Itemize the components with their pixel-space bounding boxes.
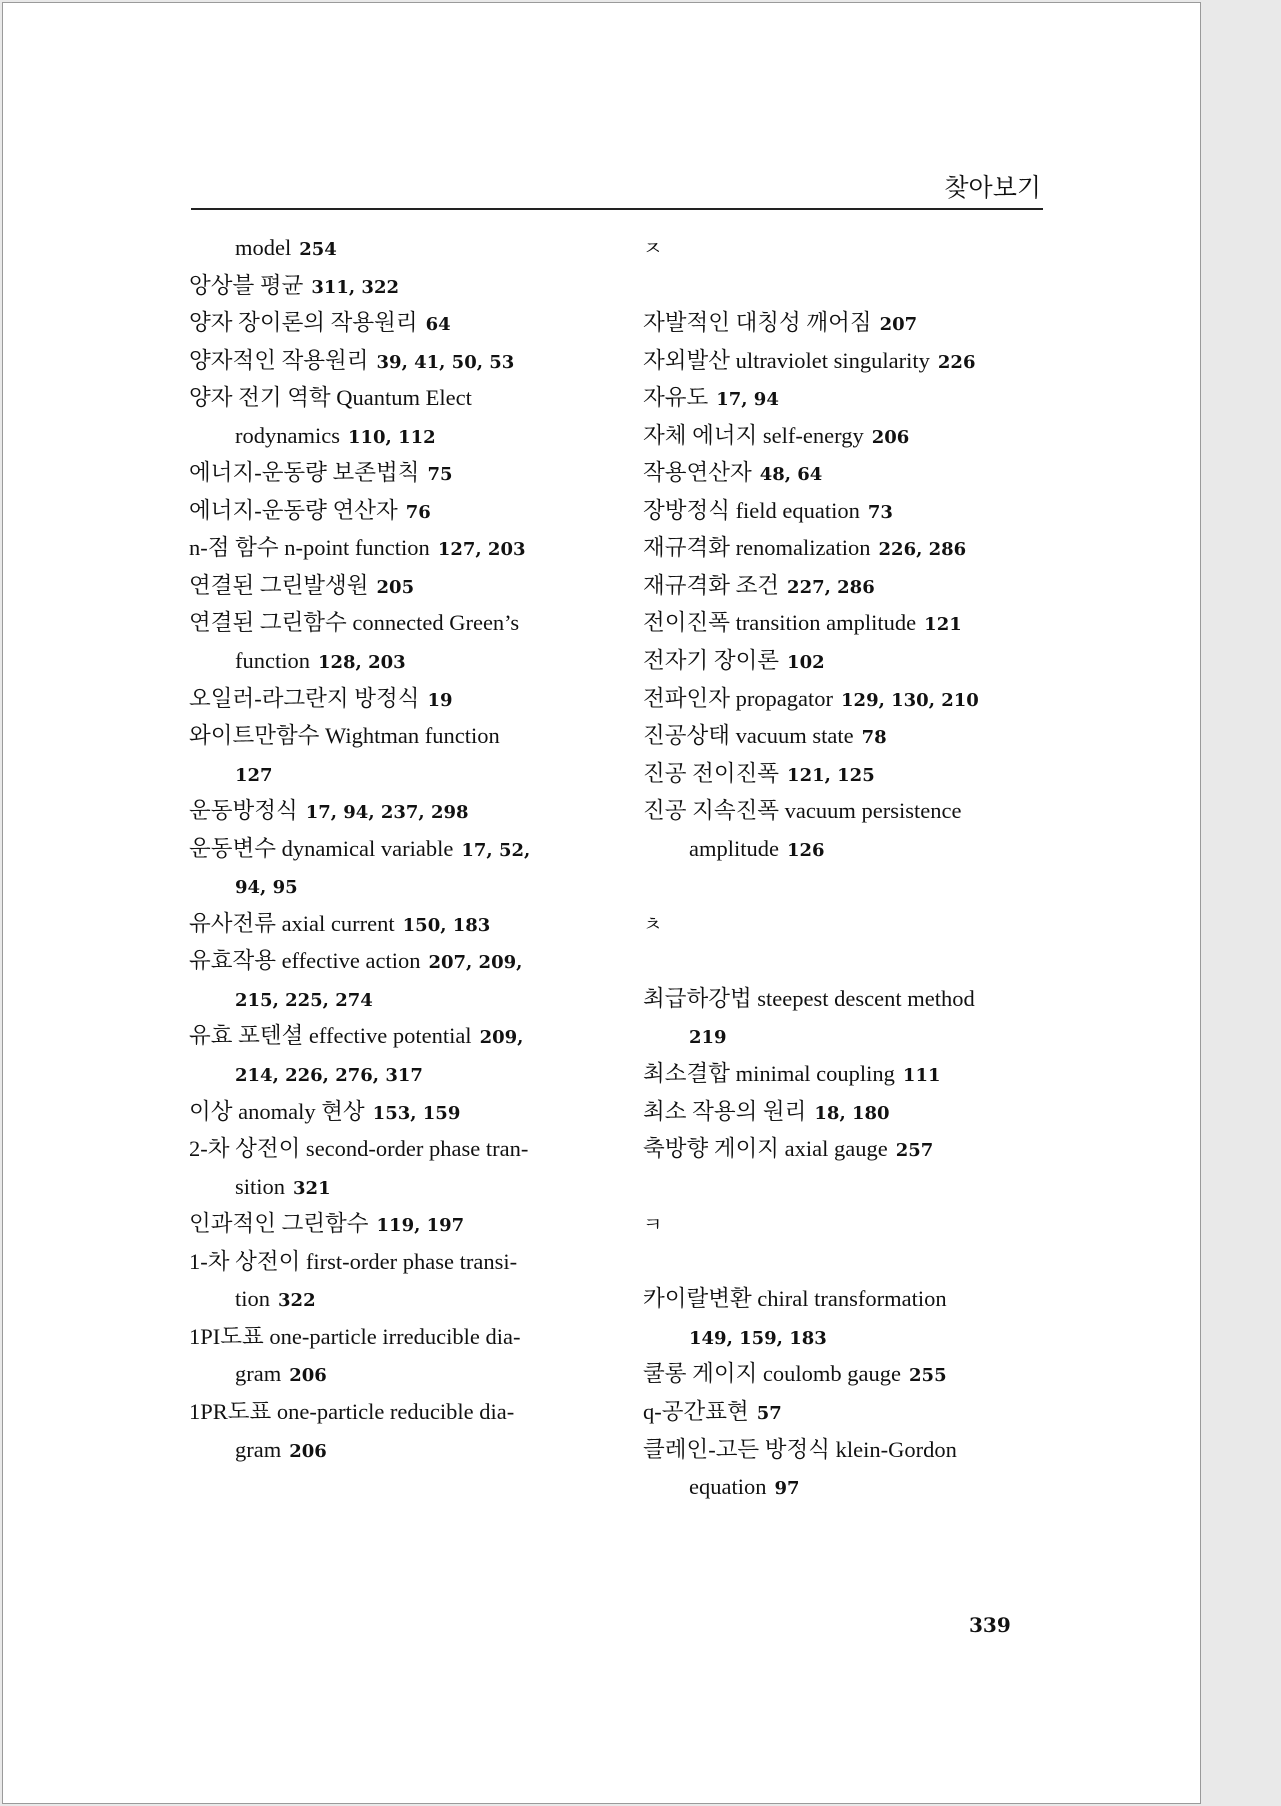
index-page-refs: 207 xyxy=(879,314,918,336)
index-entry xyxy=(643,942,1063,980)
running-header xyxy=(191,166,1043,210)
index-term: 전파인자 propagator xyxy=(643,685,834,711)
index-term: n-점 함수 n-point function xyxy=(189,535,430,561)
index-page-refs: 255 xyxy=(909,1365,947,1387)
index-entry xyxy=(189,1280,609,1318)
index-entry xyxy=(189,755,609,793)
index-entry xyxy=(643,867,1063,905)
index-term: amplitude xyxy=(689,835,779,861)
section-letter: ㅋ xyxy=(643,1212,663,1237)
index-page-refs: 209, xyxy=(479,1027,524,1049)
index-term: model xyxy=(235,235,292,260)
index-entry xyxy=(643,342,1063,380)
index-term: 1PI도표 one-particle irreducible dia- xyxy=(189,1323,521,1349)
index-page-refs: 128, 203 xyxy=(317,652,406,674)
index-page-refs: 111 xyxy=(902,1065,941,1087)
index-page-refs: 127, 203 xyxy=(437,539,526,561)
index-entry xyxy=(189,567,609,605)
index-entry xyxy=(189,680,609,718)
index-term: 오일러-라그란지 방정식 xyxy=(189,685,420,711)
index-term: 1PR도표 one-particle reducible dia- xyxy=(189,1398,515,1424)
index-entry xyxy=(643,492,1063,530)
index-term: 쿨롱 게이지 coulomb gauge xyxy=(643,1361,902,1387)
index-page-refs: 129, 130, 210 xyxy=(841,689,979,711)
index-entry xyxy=(189,1431,609,1469)
index-page-refs: 227, 286 xyxy=(787,576,875,598)
index-term: 양자 전기 역학 Quantum Elect xyxy=(189,385,472,411)
index-page-refs: 206 xyxy=(289,1440,327,1462)
index-term: 전이진폭 transition amplitude xyxy=(643,610,917,636)
index-entry xyxy=(643,604,1063,642)
index-term: 1-차 상전이 first-order phase transi- xyxy=(189,1248,518,1274)
index-entry xyxy=(643,567,1063,605)
index-entry xyxy=(643,755,1063,793)
index-entry xyxy=(643,1168,1063,1206)
index-page-refs: 39, 41, 50, 53 xyxy=(376,351,515,373)
index-term: 작용연산자 xyxy=(643,460,752,486)
index-term: function xyxy=(235,648,310,674)
index-term: tion xyxy=(235,1286,271,1312)
index-term: 유사전류 axial current xyxy=(189,910,395,936)
index-entry xyxy=(643,1055,1063,1093)
index-page-refs: 127 xyxy=(235,764,273,786)
index-term: 2-차 상전이 second-order phase tran- xyxy=(189,1136,529,1162)
section-heading xyxy=(643,1205,1063,1243)
index-page-refs: 64 xyxy=(425,314,451,336)
index-page-refs: 48, 64 xyxy=(759,464,823,486)
index-term: 진공상태 vacuum state xyxy=(643,723,854,749)
index-term: 연결된 그린발생원 xyxy=(189,572,369,598)
index-page-refs: 17, 52, xyxy=(461,839,531,861)
index-entry xyxy=(643,1243,1063,1281)
index-term: 자유도 xyxy=(643,385,709,411)
index-page-refs: 215, 225, 274 xyxy=(235,989,373,1011)
section-letter: ㅈ xyxy=(643,236,663,260)
index-term: sition xyxy=(235,1173,286,1199)
index-entry xyxy=(189,1355,609,1393)
index-term: gram xyxy=(235,1361,282,1387)
index-entry xyxy=(643,1017,1063,1055)
index-term: 에너지-운동량 연산자 xyxy=(189,497,398,523)
index-entry xyxy=(189,454,609,492)
index-term: equation xyxy=(689,1474,767,1500)
index-entry xyxy=(189,492,609,530)
page-number: 339 xyxy=(969,1613,1011,1637)
index-entry xyxy=(189,942,609,980)
index-page-refs: 110, 112 xyxy=(347,426,436,448)
index-entry xyxy=(643,1355,1063,1393)
index-term: 연결된 그린함수 connected Green’s xyxy=(189,610,520,636)
index-entry xyxy=(189,905,609,943)
index-page-refs: 206 xyxy=(289,1365,327,1387)
index-page-refs: 205 xyxy=(376,576,415,598)
section-heading xyxy=(643,229,1063,267)
index-term: 유효 포텐셜 effective potential xyxy=(189,1023,472,1049)
index-term: 운동변수 dynamical variable xyxy=(189,835,454,861)
index-entry xyxy=(643,454,1063,492)
index-entry xyxy=(189,1205,609,1243)
index-entry xyxy=(189,604,609,642)
index-page-refs: 226 xyxy=(937,351,976,373)
index-entry xyxy=(189,717,609,755)
index-entry xyxy=(189,1093,609,1131)
index-entry xyxy=(189,1017,609,1055)
index-term: 자체 에너지 self-energy xyxy=(643,422,864,448)
index-entry xyxy=(643,1393,1063,1431)
index-page-refs: 149, 159, 183 xyxy=(689,1327,827,1349)
index-page-refs: 226, 286 xyxy=(878,539,967,561)
index-page-refs: 214, 226, 276, 317 xyxy=(235,1065,423,1087)
index-column-left xyxy=(189,229,609,1468)
index-entry xyxy=(189,642,609,680)
index-page-refs: 311, 322 xyxy=(311,276,399,298)
index-entry xyxy=(643,379,1063,417)
index-term: 와이트만함수 Wightman function xyxy=(189,723,500,749)
index-entry xyxy=(189,417,609,455)
index-page-refs: 206 xyxy=(871,426,910,448)
index-term: 최소결합 minimal coupling xyxy=(643,1061,895,1087)
index-entry xyxy=(643,1431,1063,1469)
index-entry xyxy=(189,980,609,1018)
index-page-refs: 153, 159 xyxy=(372,1102,461,1124)
index-page-refs: 94, 95 xyxy=(235,877,298,899)
index-page-refs: 102 xyxy=(787,652,825,674)
index-entry xyxy=(643,980,1063,1018)
index-entry xyxy=(643,642,1063,680)
index-entry xyxy=(189,1055,609,1093)
index-entry xyxy=(643,830,1063,868)
index-term: rodynamics xyxy=(235,422,340,448)
document-page xyxy=(2,2,1201,1804)
index-term: 카이랄변환 chiral transformation xyxy=(643,1286,947,1312)
index-term: 재규격화 renomalization xyxy=(643,535,871,561)
index-page-refs: 75 xyxy=(427,464,453,486)
index-term: 최소 작용의 원리 xyxy=(643,1098,807,1124)
index-entry xyxy=(643,1318,1063,1356)
index-entry xyxy=(189,867,609,905)
index-term: 에너지-운동량 보존법칙 xyxy=(189,460,420,486)
index-entry xyxy=(189,342,609,380)
index-term: 전자기 장이론 xyxy=(643,648,780,674)
index-page-refs: 17, 94, 237, 298 xyxy=(305,802,469,824)
index-entry xyxy=(643,1130,1063,1168)
index-entry xyxy=(189,830,609,868)
index-page-refs: 207, 209, xyxy=(428,952,523,974)
index-term: 양자 장이론의 작용원리 xyxy=(189,310,418,336)
index-page-refs: 121 xyxy=(924,614,962,636)
index-entry xyxy=(189,267,609,305)
header-title: 찾아보기 xyxy=(944,173,1041,202)
index-entry xyxy=(189,229,609,267)
index-entry xyxy=(643,1093,1063,1131)
index-entry xyxy=(189,792,609,830)
index-term: 유효작용 effective action xyxy=(189,948,421,974)
index-page-refs: 257 xyxy=(895,1140,934,1162)
index-page-refs: 321 xyxy=(293,1177,331,1199)
index-term: 운동방정식 xyxy=(189,798,298,824)
viewer-background xyxy=(1240,0,1281,1806)
index-entry xyxy=(189,1393,609,1431)
index-term: 자외발산 ultraviolet singularity xyxy=(643,347,930,373)
index-term: 진공 전이진폭 xyxy=(643,760,780,786)
index-term: 재규격화 조건 xyxy=(643,572,780,598)
section-heading xyxy=(643,905,1063,943)
index-page-refs: 19 xyxy=(427,689,453,711)
index-term: 앙상블 평균 xyxy=(189,272,304,298)
index-entry xyxy=(643,717,1063,755)
index-page-refs: 57 xyxy=(756,1402,782,1424)
section-letter: ㅊ xyxy=(643,911,663,936)
index-column-right xyxy=(643,229,1063,1506)
index-entry xyxy=(189,304,609,342)
index-entry xyxy=(189,1243,609,1281)
index-entry xyxy=(189,1318,609,1356)
index-term: 이상 anomaly 현상 xyxy=(189,1098,365,1124)
index-page-refs: 17, 94 xyxy=(716,389,779,411)
index-entry xyxy=(189,529,609,567)
index-term: 진공 지속진폭 vacuum persistence xyxy=(643,798,962,824)
index-page-refs: 97 xyxy=(774,1478,800,1500)
index-page-refs: 322 xyxy=(278,1290,316,1312)
index-term: 양자적인 작용원리 xyxy=(189,347,369,373)
index-term: 축방향 게이지 axial gauge xyxy=(643,1136,888,1162)
index-entry xyxy=(643,1280,1063,1318)
index-entry xyxy=(643,680,1063,718)
index-term: 클레인-고든 방정식 klein-Gordon xyxy=(643,1436,957,1462)
index-term: q-공간표현 xyxy=(643,1398,749,1424)
index-entry xyxy=(643,267,1063,305)
index-page-refs: 119, 197 xyxy=(376,1215,465,1237)
index-page-refs: 76 xyxy=(405,501,431,523)
index-entry xyxy=(643,304,1063,342)
index-term: 인과적인 그린함수 xyxy=(189,1211,369,1237)
index-term: 최급하강법 steepest descent method xyxy=(643,985,975,1011)
index-page-refs: 18, 180 xyxy=(814,1102,890,1124)
index-entry xyxy=(643,417,1063,455)
index-entry xyxy=(643,1468,1063,1506)
index-entry xyxy=(643,792,1063,830)
index-page-refs: 73 xyxy=(867,501,893,523)
index-page-refs: 150, 183 xyxy=(402,914,491,936)
index-entry xyxy=(189,1130,609,1168)
index-term: 자발적인 대칭성 깨어짐 xyxy=(643,310,872,336)
index-entry xyxy=(189,1168,609,1206)
index-term: 장방정식 field equation xyxy=(643,497,860,523)
index-page-refs: 254 xyxy=(299,239,337,260)
index-page-refs: 219 xyxy=(689,1027,727,1049)
index-entry xyxy=(643,529,1063,567)
index-page-refs: 78 xyxy=(861,727,887,749)
index-page-refs: 126 xyxy=(786,839,825,861)
index-term: gram xyxy=(235,1436,282,1462)
index-entry xyxy=(189,379,609,417)
index-page-refs: 121, 125 xyxy=(787,764,875,786)
